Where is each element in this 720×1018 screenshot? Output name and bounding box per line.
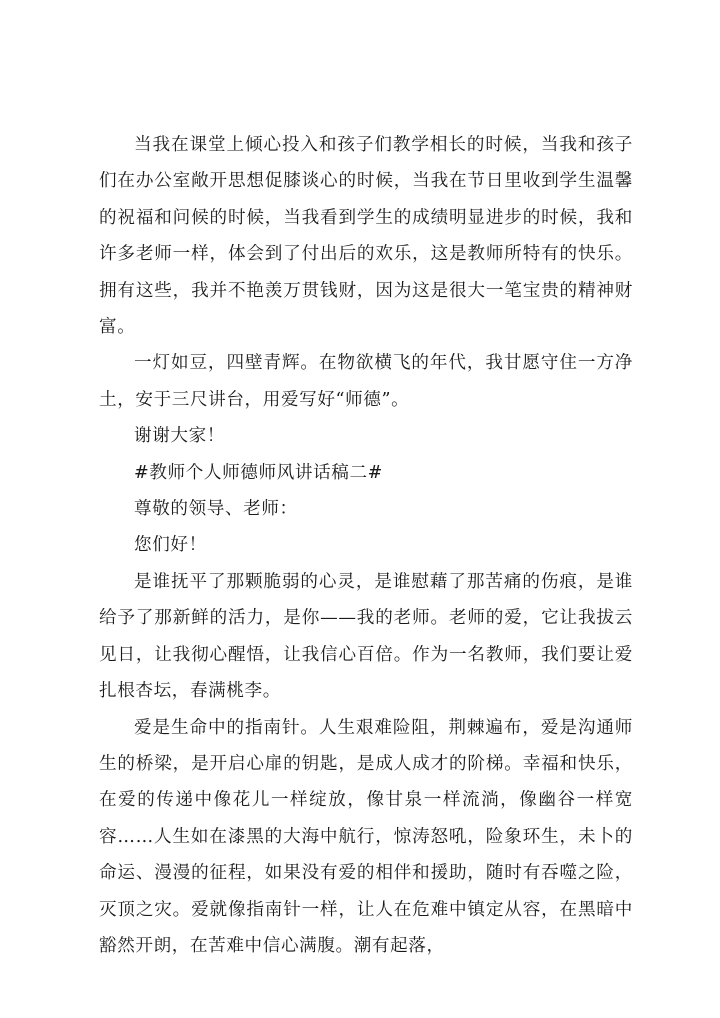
closing-thanks: 谢谢大家！ bbox=[134, 426, 225, 447]
paragraph-love-compass: 爱是生命中的指南针。人生艰难险阻，荆棘遍布，爱是沟通师生的桥梁，是开启心扉的钥匙，是成人成才的阶梯。幸福和快乐，在爱的传递中像花儿一样绽放，像甘泉一样流淌，像幽谷一样宽容……人生如在漆黑的大海中航行，惊涛怒吼，险象环生，未卜的命运、漫漫的征程，如果没有爱的相伴和援助，随时有吞噬之险，灭顶之灾。爱就像指南针一样，让人在危难中镇定从容，在黑暗中豁然开朗，在苦难中信心满腹。潮有起落， bbox=[99, 717, 633, 956]
greeting: 您们好！ bbox=[134, 535, 207, 556]
paragraph-lamp-and-podium: 一灯如豆，四壁青辉。在物欲横飞的年代，我甘愿守住一方净土，安于三尺讲台，用爱写好“师德”。 bbox=[99, 353, 633, 410]
speech-two-heading: #教师个人师德师风讲话稿二# bbox=[134, 462, 384, 483]
paragraph-happiness-of-teaching: 当我在课堂上倾心投入和孩子们教学相长的时候，当我和孩子们在办公室敞开思想促膝谈心的时候，当我在节日里收到学生温馨的祝福和问候的时候，当我看到学生的成绩明显进步的时候，我和许多老师一样，体会到了付出后的欢乐，这是教师所特有的快乐。拥有这些，我并不艳羡万贯钱财，因为这是很大一笔宝贵的精神财富。 bbox=[99, 135, 633, 338]
paragraph-who-healed: 是谁抚平了那颗脆弱的心灵，是谁慰藉了那苦痛的伤痕，是谁给予了那新鲜的活力，是你——我的老师。老师的爱，它让我拔云见日，让我彻心醒悟，让我信心百倍。作为一名教师，我们要让爱扎根杏坛，春满桃李。 bbox=[99, 571, 633, 702]
document-page bbox=[99, 127, 633, 964]
salutation: 尊敬的领导、老师： bbox=[134, 499, 298, 520]
